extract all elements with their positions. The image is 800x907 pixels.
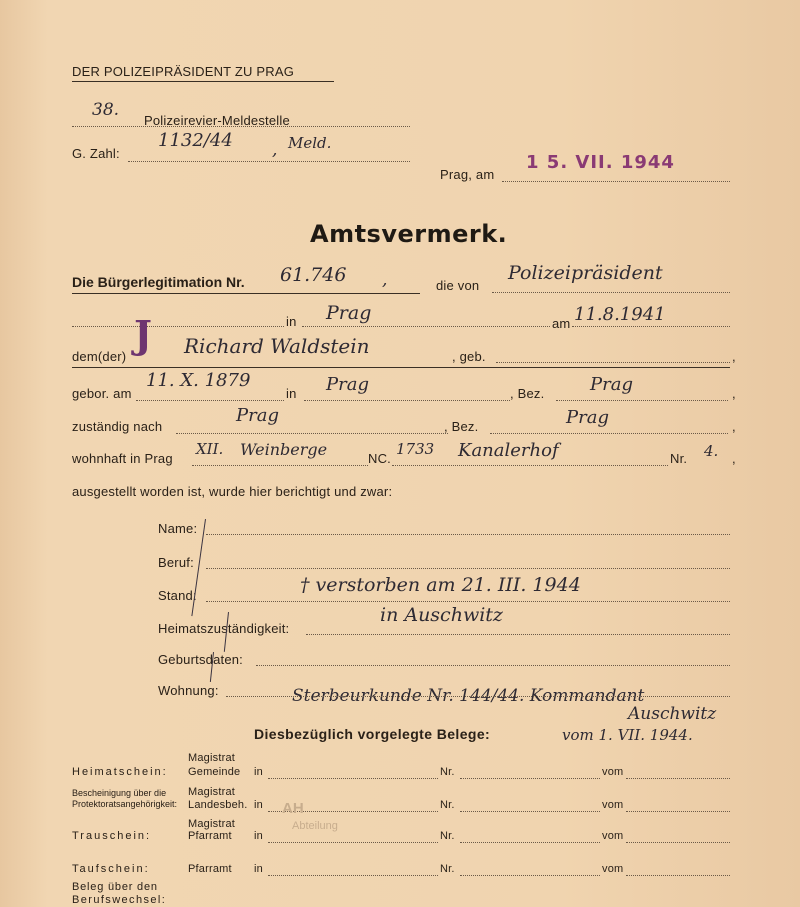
wohnung-field-label: Wohnung: [158,683,219,698]
gebor-value: 11. X. 1879 [146,370,251,391]
heimatschein-in: in [254,766,263,778]
zustandig-bez-line [490,433,728,434]
bescheinigung-vom: vom [602,799,624,811]
heimatschein-vom-line [626,778,730,779]
nc-value: 1733 [396,440,435,458]
name-field-line [206,534,730,535]
taufschein-vom: vom [602,863,624,875]
trauschein-authority: Pfarramt [188,830,232,842]
holder-name: Richard Waldstein [184,334,370,358]
office-underline [72,81,334,82]
bez-line [556,400,728,401]
gebor-in-line [304,400,510,401]
heimatschein-in-line [268,778,438,779]
correction-intro: ausgestellt worden ist, wurde hier berichtigt und zwar: [72,484,393,499]
nr-value: 4. [704,442,719,460]
heimatschein-nr-line [460,778,600,779]
geb-line [496,362,730,363]
wohnung-value: Sterbeurkunde Nr. 144/44. Kommandant [292,686,645,706]
heimatschein-vom: vom [602,766,624,778]
j-stamp: J [134,312,152,357]
trauschein-label: Trauschein: [72,830,152,842]
stand-field-label: Stand: [158,588,197,603]
zustandig-bez-label: , Bez. [444,419,479,434]
wohnhaft-district: XII. [196,440,224,458]
office-heading: DER POLIZEIPRÄSIDENT ZU PRAG [72,64,295,79]
wohnhaft-line [192,465,368,466]
stand-field-line [206,601,730,602]
bez-label: , Bez. [510,386,545,401]
berufswechsel-label: Berufswechsel: [72,894,167,906]
date-stamp: 1 5. VII. 1944 [526,152,675,173]
zustandig-comma: , [732,419,736,434]
faded-stamp-b: Abteilung [292,820,338,832]
in-value: Prag [326,302,372,324]
meld-note: Meld. [288,134,332,152]
am-label: am [552,316,571,331]
gebor-line [136,400,284,401]
trauschein-in-line [268,842,438,843]
gebor-label: gebor. am [72,386,132,401]
trauschein-authority-top: Magistrat [188,818,236,830]
wohnhaft-area: Weinberge [240,440,328,459]
gzahl-comma: , [272,140,278,160]
beleg-label: Beleg über den [72,881,158,893]
faded-stamp-a: AH [282,800,304,817]
geburt-field-line [256,665,730,666]
bescheinigung-label: Protektoratsangehörigkeit: [72,799,178,809]
heimat-field-line [306,634,730,635]
heimatschein-authority: Gemeinde [188,766,241,778]
certificate-number: 61.746 [280,264,347,286]
trauschein-vom: vom [602,830,624,842]
nr-label: Nr. [670,451,688,466]
taufschein-in: in [254,863,263,875]
gebor-in-label: in [286,386,297,401]
beruf-field-label: Beruf: [158,555,194,570]
belege-heading: Diesbezüglich vorgelegte Belege: [254,726,491,742]
trauschein-in: in [254,830,263,842]
am-line [572,326,730,327]
zustandig-line [176,433,448,434]
dem-label: dem(der) [72,349,127,364]
bescheinigung-authority: Landesbeh. [188,799,248,811]
bescheinigung-vom-line [626,811,730,812]
bescheinigung-nr-line [460,811,600,812]
revier-label: Polizeirevier-Meldestelle [144,113,290,128]
wohnhaft-label: wohnhaft in Prag [72,451,173,466]
certificate-label: Die Bürgerlegitimation Nr. [72,274,245,290]
revier-line [72,126,410,127]
gebor-in-value: Prag [326,374,369,395]
heimat-field-label: Heimatszuständigkeit: [158,621,290,636]
street-value: Kanalerhof [458,440,559,461]
taufschein-label: Taufschein: [72,863,150,875]
taufschein-vom-line [626,875,730,876]
gzahl-label: G. Zahl: [72,146,120,161]
trauschein-vom-line [626,842,730,843]
geb-comma: , [732,349,736,364]
nr-comma: , [732,451,736,466]
bescheinigung-nr: Nr. [440,799,455,811]
heimatschein-label: Heimatschein: [72,766,168,778]
name-underline [72,367,730,368]
heimatschein-nr: Nr. [440,766,455,778]
taufschein-nr: Nr. [440,863,455,875]
zustandig-value: Prag [236,405,279,426]
wohnung-field-line [226,696,730,697]
place-label: Prag, am [440,167,495,182]
taufschein-nr-line [460,875,600,876]
certificate-underline [72,293,420,294]
stand-value: † verstorben am 21. III. 1944 [300,574,581,596]
bescheinigung-authority-top: Magistrat [188,786,236,798]
trauschein-nr-line [460,842,600,843]
am-value: 11.8.1941 [574,304,666,325]
bescheinigung-label-top: Bescheinigung über die [72,788,167,798]
bez-comma: , [732,386,736,401]
taufschein-in-line [268,875,438,876]
certificate-comma: , [382,270,388,290]
document-title: Amtsvermerk. [310,220,508,248]
heimatschein-authority-top: Magistrat [188,752,236,764]
nc-label: NC. [368,451,391,466]
wohnung-value-2: Auschwitz [628,704,717,724]
street-line [392,465,668,466]
heimat-value: in Auschwitz [380,604,503,626]
zustandig-label: zuständig nach [72,419,163,434]
beruf-field-line [206,568,730,569]
gzahl-value: 1132/44 [158,130,233,151]
line-before-in [72,326,284,327]
date-line [502,181,730,182]
belege-date: vom 1. VII. 1944. [562,726,693,744]
geburt-field-label: Geburtsdaten: [158,652,243,667]
bez-value: Prag [590,374,633,395]
name-field-label: Name: [158,521,198,536]
issued-by-value: Polizeipräsident [508,262,663,284]
taufschein-authority: Pfarramt [188,863,232,875]
in-label: in [286,314,297,329]
issued-by-label: die von [436,278,480,293]
in-line [302,326,550,327]
zustandig-bez-value: Prag [566,407,609,428]
issued-by-line [492,292,730,293]
geb-label: , geb. [452,349,486,364]
revier-number: 38. [92,100,120,120]
bescheinigung-in: in [254,799,263,811]
gzahl-line [128,161,410,162]
trauschein-nr: Nr. [440,830,455,842]
